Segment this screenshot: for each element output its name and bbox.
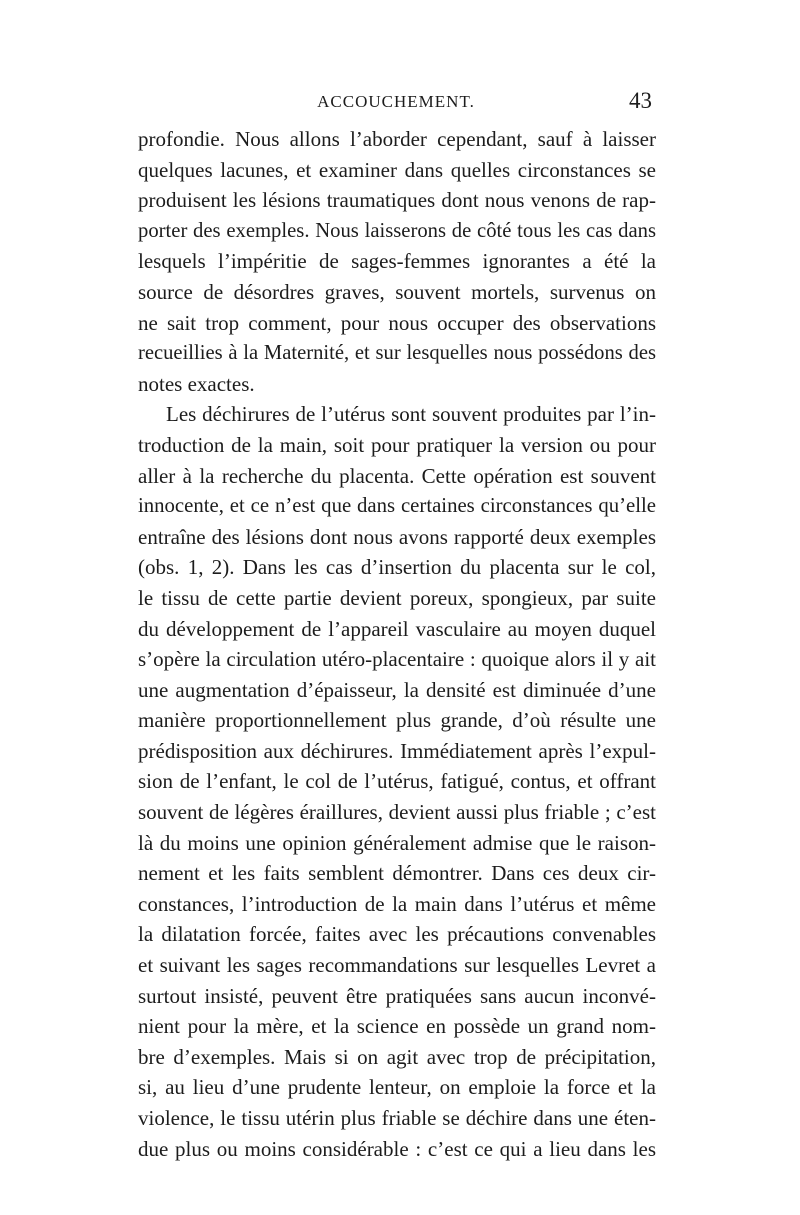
text-line: manière proportionnellement plus grande, d’où résulte une xyxy=(138,708,656,733)
text-line: et suivant les sages recommandations sur lesquelles Levret a xyxy=(138,953,656,978)
text-line: du développement de l’appareil vasculaire au moyen duquel xyxy=(138,616,656,641)
text-line: porter des exemples. Nous laisserons de côté tous les cas dans xyxy=(138,219,656,242)
text-line: troduction de la main, soit pour pratiquer la version ou pour xyxy=(138,432,656,457)
text-line: lesquels l’impéritie de sages-femmes ignorantes a été la xyxy=(138,249,656,274)
text-line: innocente, et ce n’est que dans certaines circonstances qu’elle xyxy=(138,494,656,518)
text-line: là du moins une opinion généralement admise que le raison- xyxy=(138,830,656,855)
text-line: constances, l’introduction de la main dans l’utérus et même xyxy=(138,891,656,916)
text-line: aller à la recherche du placenta. Cette opération est souvent xyxy=(138,463,656,488)
text-line: produisent les lésions traumatiques dont nous venons de rap- xyxy=(138,188,656,213)
running-head xyxy=(136,88,656,118)
text-line: une augmentation d’épaisseur, la densité est diminuée d’une xyxy=(138,677,656,702)
text-line: due plus ou moins considérable : c’est ce qui a lieu dans les xyxy=(138,1136,656,1161)
text-line: sion de l’enfant, le col de l’utérus, fatigué, contus, et offrant xyxy=(138,769,656,794)
text-line: ne sait trop comment, pour nous occuper des observations xyxy=(138,310,656,335)
text-line: entraîne des lésions dont nous avons rapporté deux exemples xyxy=(138,524,656,549)
text-line: recueillies à la Maternité, et sur lesquelles nous possédons des xyxy=(138,342,656,365)
text-line-paragraph-end: notes exactes. xyxy=(138,371,255,396)
text-line: souvent de légères éraillures, devient aussi plus friable ; c’est xyxy=(138,800,656,825)
body-text xyxy=(138,124,656,1164)
text-line: la dilatation forcée, faites avec les précautions convenables xyxy=(138,922,656,947)
text-line: quelques lacunes, et examiner dans quelles circonstances se xyxy=(138,157,656,182)
page-number: 43 xyxy=(629,88,652,113)
text-line: (obs. 1, 2). Dans les cas d’insertion du placenta sur le col, xyxy=(138,555,656,580)
text-line: source de désordres graves, souvent mortels, survenus on xyxy=(138,279,656,304)
text-line: prédisposition aux déchirures. Immédiatement après l’expul- xyxy=(138,738,656,763)
text-line: violence, le tissu utérin plus friable se déchire dans une éten- xyxy=(138,1106,656,1130)
running-title: ACCOUCHEMENT. xyxy=(317,92,475,111)
text-line: le tissu de cette partie devient poreux, spongieux, par suite xyxy=(138,585,656,610)
text-line: surtout insisté, peuvent être pratiquées sans aucun inconvé- xyxy=(138,983,656,1008)
text-line: s’opère la circulation utéro-placentaire : quoique alors il y ait xyxy=(138,647,656,672)
text-line: profondie. Nous allons l’aborder cependant, sauf à laisser xyxy=(138,127,656,151)
text-line-paragraph-start: Les déchirures de l’utérus sont souvent produites par l’in- xyxy=(166,402,656,427)
text-line: si, au lieu d’une prudente lenteur, on emploie la force et la xyxy=(138,1075,656,1100)
text-line: nient pour la mère, et la science en possède un grand nom- xyxy=(138,1014,656,1039)
text-line: bre d’exemples. Mais si on agit avec trop de précipitation, xyxy=(138,1044,656,1069)
text-line: nement et les faits semblent démontrer. Dans ces deux cir- xyxy=(138,861,656,886)
